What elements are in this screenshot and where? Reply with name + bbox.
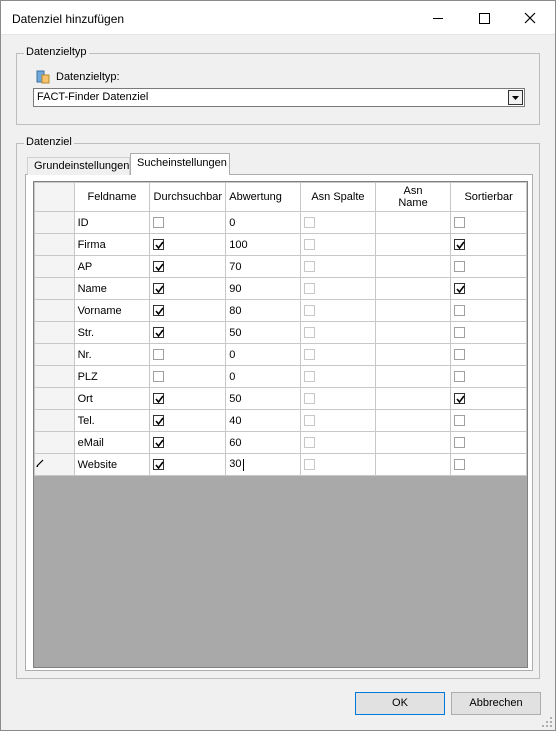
cell-feldname[interactable]: Nr. (74, 344, 150, 366)
checkmark-icon (154, 240, 165, 251)
table-row[interactable] (35, 300, 527, 322)
table-row[interactable] (35, 454, 527, 476)
checkbox[interactable] (153, 261, 164, 272)
dropdown-button[interactable] (508, 90, 523, 105)
datatype-combo-value: FACT-Finder Datenziel (37, 91, 149, 103)
cell-feldname[interactable]: Str. (74, 322, 150, 344)
cell-feldname[interactable]: Name (74, 278, 150, 300)
column-header-feldname[interactable]: Feldname (74, 183, 150, 212)
checkmark-icon (154, 460, 165, 471)
abwertung-value: 0 (229, 370, 236, 383)
table-row[interactable] (35, 322, 527, 344)
cell-abwertung[interactable] (226, 256, 301, 278)
abwertung-value: 70 (229, 260, 242, 273)
column-header-asn-spalte[interactable]: Asn Spalte (301, 183, 376, 212)
cell-abwertung[interactable] (226, 432, 301, 454)
cell-feldname[interactable]: Firma (74, 234, 150, 256)
cell-asn-name[interactable] (375, 234, 450, 256)
chevron-down-icon (509, 91, 522, 104)
cell-asn-spalte[interactable] (301, 234, 376, 256)
cell-sortierbar[interactable] (451, 344, 527, 366)
checkbox[interactable] (454, 349, 465, 360)
cell-durchsuchbar[interactable] (150, 300, 226, 322)
cell-asn-name[interactable] (375, 366, 450, 388)
cell-feldname[interactable]: PLZ (74, 366, 150, 388)
abwertung-value: 50 (229, 392, 242, 405)
checkbox[interactable] (454, 371, 465, 382)
cell-durchsuchbar[interactable] (150, 256, 226, 278)
row-header[interactable] (35, 366, 75, 388)
checkbox[interactable] (454, 459, 465, 470)
checkbox[interactable] (153, 459, 164, 470)
row-header[interactable] (35, 344, 75, 366)
search-settings-grid[interactable] (33, 181, 528, 668)
minimize-button[interactable] (415, 1, 461, 35)
table-row[interactable] (35, 234, 527, 256)
cell-asn-name[interactable] (375, 256, 450, 278)
cell-asn-spalte[interactable] (301, 256, 376, 278)
checkmark-icon (154, 438, 165, 449)
tab-grundeinstellungen[interactable]: Grundeinstellungen (27, 157, 130, 175)
row-header[interactable] (35, 300, 75, 322)
table-row[interactable] (35, 344, 527, 366)
checkbox[interactable] (153, 349, 164, 360)
cell-sortierbar[interactable] (451, 300, 527, 322)
cell-asn-name[interactable] (375, 212, 450, 234)
abwertung-value: 40 (229, 414, 242, 427)
checkbox[interactable] (153, 327, 164, 338)
checkbox[interactable] (153, 393, 164, 404)
checkbox[interactable] (454, 283, 465, 294)
abwertung-value: 30 (229, 458, 242, 471)
abwertung-value: 60 (229, 436, 242, 449)
checkbox[interactable] (304, 217, 315, 228)
checkmark-icon (154, 416, 165, 427)
checkbox[interactable] (153, 415, 164, 426)
datatype-icon (35, 69, 51, 85)
checkbox[interactable] (153, 283, 164, 294)
cell-abwertung[interactable] (226, 388, 301, 410)
cell-asn-name[interactable] (375, 278, 450, 300)
minimize-icon (415, 1, 461, 35)
pencil-icon (35, 458, 45, 468)
checkbox[interactable] (454, 415, 465, 426)
cell-sortierbar[interactable] (451, 234, 527, 256)
cell-durchsuchbar[interactable] (150, 212, 226, 234)
row-header[interactable] (35, 322, 75, 344)
cell-sortierbar[interactable] (451, 278, 527, 300)
cell-durchsuchbar[interactable] (150, 322, 226, 344)
checkmark-icon (154, 284, 165, 295)
checkbox[interactable] (153, 217, 164, 228)
table-row[interactable] (35, 366, 527, 388)
cell-asn-name[interactable] (375, 410, 450, 432)
row-header[interactable] (35, 234, 75, 256)
cell-asn-name[interactable] (375, 300, 450, 322)
window-title: Datenziel hinzufügen (12, 12, 125, 26)
resize-grip-icon[interactable] (541, 716, 553, 728)
cell-asn-name[interactable] (375, 344, 450, 366)
cell-asn-name[interactable] (375, 432, 450, 454)
checkmark-icon (154, 306, 165, 317)
cell-abwertung[interactable] (226, 410, 301, 432)
cell-sortierbar[interactable] (451, 322, 527, 344)
row-header[interactable] (35, 256, 75, 278)
cell-abwertung[interactable] (226, 278, 301, 300)
checkbox[interactable] (304, 261, 315, 272)
cell-asn-spalte[interactable] (301, 454, 376, 476)
cell-sortierbar[interactable] (451, 432, 527, 454)
cell-feldname[interactable]: ID (74, 212, 150, 234)
abwertung-value: 0 (229, 216, 236, 229)
cell-feldname[interactable]: Ort (74, 388, 150, 410)
checkbox[interactable] (304, 305, 315, 316)
checkmark-icon (154, 328, 165, 339)
checkbox[interactable] (153, 437, 164, 448)
checkbox[interactable] (454, 217, 465, 228)
text-caret (243, 459, 244, 471)
column-header-sortierbar[interactable]: Sortierbar (451, 183, 527, 212)
cell-sortierbar[interactable] (451, 454, 527, 476)
cell-feldname[interactable]: eMail (74, 432, 150, 454)
checkbox[interactable] (304, 327, 315, 338)
checkbox[interactable] (304, 393, 315, 404)
cell-sortierbar[interactable] (451, 212, 527, 234)
maximize-icon (461, 1, 507, 35)
datatype-combobox[interactable] (33, 88, 525, 107)
checkbox[interactable] (304, 459, 315, 470)
table-row[interactable] (35, 410, 527, 432)
cell-sortierbar[interactable] (451, 256, 527, 278)
checkbox[interactable] (304, 349, 315, 360)
cell-abwertung[interactable] (226, 212, 301, 234)
column-header-asn-name[interactable]: Asn Name (375, 183, 450, 212)
cell-asn-name[interactable] (375, 322, 450, 344)
cancel-button[interactable]: Abbrechen (451, 692, 541, 715)
checkbox[interactable] (304, 437, 315, 448)
cell-abwertung[interactable] (226, 300, 301, 322)
column-header-abwertung[interactable]: Abwertung (226, 183, 301, 212)
cell-durchsuchbar[interactable] (150, 432, 226, 454)
datatype-label: Datenzieltyp: (56, 71, 120, 83)
checkbox[interactable] (454, 437, 465, 448)
cell-feldname[interactable]: Tel. (74, 410, 150, 432)
checkbox[interactable] (304, 239, 315, 250)
title-bar[interactable] (1, 1, 555, 35)
abwertung-value: 50 (229, 326, 242, 339)
row-header[interactable] (35, 212, 75, 234)
row-header[interactable] (35, 410, 75, 432)
close-icon (507, 1, 553, 35)
cell-asn-spalte[interactable] (301, 432, 376, 454)
grid-header-row (35, 183, 527, 212)
cell-asn-spalte[interactable] (301, 388, 376, 410)
checkbox[interactable] (454, 327, 465, 338)
cell-feldname[interactable]: Website (74, 454, 150, 476)
checkbox[interactable] (454, 305, 465, 316)
cell-abwertung[interactable] (226, 366, 301, 388)
datatype-group-legend: Datenzieltyp (26, 46, 87, 58)
cell-durchsuchbar[interactable] (150, 410, 226, 432)
cell-sortierbar[interactable] (451, 366, 527, 388)
table-row[interactable] (35, 388, 527, 410)
checkbox[interactable] (454, 261, 465, 272)
row-header[interactable] (35, 454, 75, 476)
cell-sortierbar[interactable] (451, 410, 527, 432)
checkmark-icon (154, 262, 165, 273)
cell-feldname[interactable]: AP (74, 256, 150, 278)
cell-durchsuchbar[interactable] (150, 278, 226, 300)
abwertung-value: 90 (229, 282, 242, 295)
checkbox[interactable] (153, 305, 164, 316)
table-row[interactable] (35, 432, 527, 454)
checkbox[interactable] (153, 239, 164, 250)
cell-durchsuchbar[interactable] (150, 344, 226, 366)
grid-corner-cell (35, 183, 75, 212)
checkbox[interactable] (304, 371, 315, 382)
checkmark-icon (455, 394, 466, 405)
data-grid-table (34, 182, 527, 476)
cell-durchsuchbar[interactable] (150, 366, 226, 388)
cell-asn-spalte[interactable] (301, 278, 376, 300)
checkbox[interactable] (304, 415, 315, 426)
cell-asn-spalte[interactable] (301, 322, 376, 344)
ok-button[interactable]: OK (355, 692, 445, 715)
row-header[interactable] (35, 388, 75, 410)
table-row[interactable] (35, 278, 527, 300)
cell-asn-spalte[interactable] (301, 300, 376, 322)
table-row[interactable] (35, 256, 527, 278)
cell-asn-name[interactable] (375, 388, 450, 410)
checkbox[interactable] (153, 371, 164, 382)
abwertung-value: 0 (229, 348, 236, 361)
cell-asn-spalte[interactable] (301, 410, 376, 432)
cell-asn-spalte[interactable] (301, 212, 376, 234)
cell-feldname[interactable]: Vorname (74, 300, 150, 322)
cell-abwertung[interactable] (226, 234, 301, 256)
target-group-legend: Datenziel (26, 136, 72, 148)
checkbox[interactable] (454, 393, 465, 404)
cell-durchsuchbar[interactable] (150, 234, 226, 256)
cell-abwertung[interactable] (226, 322, 301, 344)
abwertung-value: 80 (229, 304, 242, 317)
checkmark-icon (455, 240, 466, 251)
tab-sucheinstellungen[interactable]: Sucheinstellungen (130, 153, 230, 175)
table-row[interactable] (35, 212, 527, 234)
checkbox[interactable] (454, 239, 465, 250)
abwertung-value: 100 (229, 238, 248, 251)
cell-asn-spalte[interactable] (301, 366, 376, 388)
close-button[interactable] (507, 1, 553, 35)
column-header-durchsuchbar[interactable]: Durchsuchbar (150, 183, 226, 212)
checkbox[interactable] (304, 283, 315, 294)
row-header[interactable] (35, 432, 75, 454)
checkmark-icon (154, 394, 165, 405)
maximize-button[interactable] (461, 1, 507, 35)
cell-durchsuchbar[interactable] (150, 388, 226, 410)
cell-abwertung[interactable] (226, 454, 301, 476)
cell-sortierbar[interactable] (451, 388, 527, 410)
cell-asn-name[interactable] (375, 454, 450, 476)
cell-durchsuchbar[interactable] (150, 454, 226, 476)
row-header[interactable] (35, 278, 75, 300)
checkmark-icon (455, 284, 466, 295)
cell-abwertung[interactable] (226, 344, 301, 366)
cell-asn-spalte[interactable] (301, 344, 376, 366)
